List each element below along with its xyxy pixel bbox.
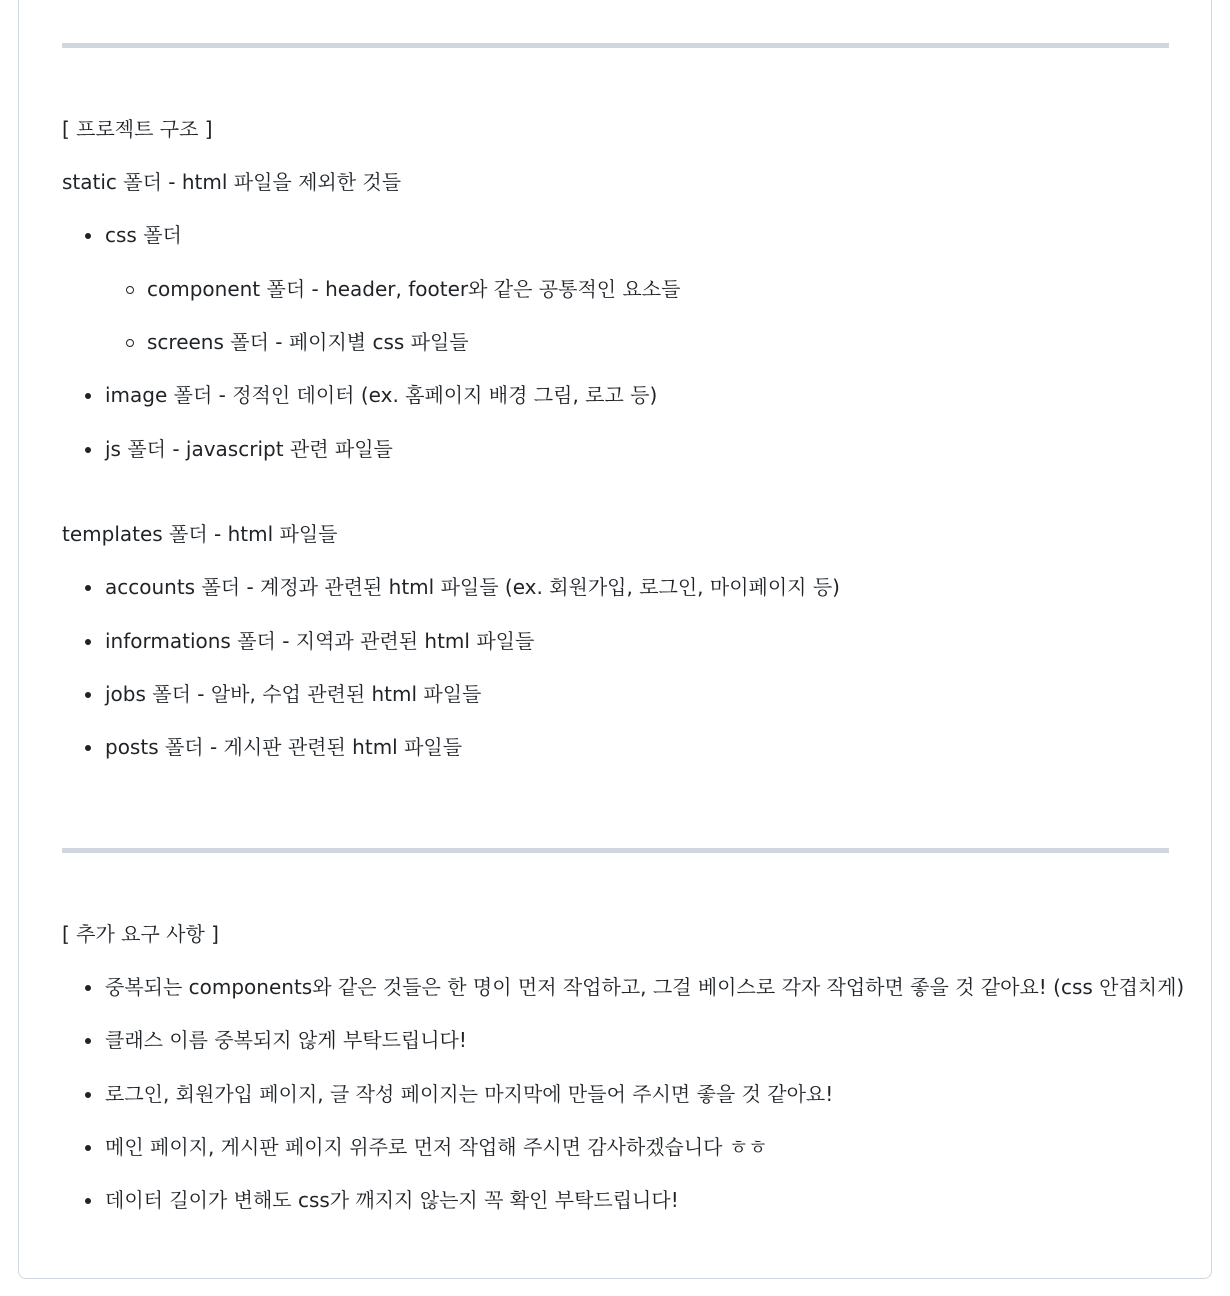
list-item [105,573,840,601]
list-item-label: component 폴더 - header, footer와 같은 공통적인 요소들 [147,277,681,301]
list-item [105,1026,467,1054]
bullet-disc [85,1038,91,1044]
list-item-label: js 폴더 - javascript 관련 파일들 [105,437,393,461]
bullet-disc [85,233,91,239]
list-item [105,680,481,708]
list-item [105,1080,833,1108]
project-structure-heading: [ 프로젝트 구조 ] [62,117,213,141]
list-item [105,1133,768,1161]
list-item [105,1186,679,1214]
list-item-label: 메인 페이지, 게시판 페이지 위주로 먼저 작업해 주시면 감사하겠습니다 ㅎㅎ [105,1135,768,1159]
static-folder-title: static 폴더 - html 파일을 제외한 것들 [62,170,402,194]
bullet-disc [85,447,91,453]
bullet-disc [85,1198,91,1204]
list-item [105,381,657,409]
list-item-label: css 폴더 [105,223,182,247]
bullet-disc [85,745,91,751]
list-item-label: image 폴더 - 정적인 데이터 (ex. 홈페이지 배경 그림, 로고 등) [105,383,658,407]
list-item [105,733,462,761]
list-item-label: accounts 폴더 - 계정과 관련된 html 파일들 (ex. 회원가입, 로그인, 마이페이지 등) [105,575,840,599]
bullet-circle [126,286,134,294]
list-item-label: screens 폴더 - 페이지별 css 파일들 [147,330,469,354]
bullet-disc [85,639,91,645]
list-item-label: 데이터 길이가 변해도 css가 깨지지 않는지 꼭 확인 부탁드립니다! [105,1188,679,1212]
list-item-label: 중복되는 components와 같은 것들은 한 명이 먼저 작업하고, 그걸 베이스로 각자 작업하면 좋을 것 같아요! (css 안겹치게) [105,975,1185,999]
list-item-label: jobs 폴더 - 알바, 수업 관련된 html 파일들 [105,682,482,706]
list-item [105,435,393,463]
list-item-label: informations 폴더 - 지역과 관련된 html 파일들 [105,629,535,653]
bullet-disc [85,585,91,591]
list-item [105,627,534,655]
bullet-disc [85,1092,91,1098]
list-item-label: 클래스 이름 중복되지 않게 부탁드립니다! [105,1028,467,1052]
list-item [105,973,1184,1001]
list-item [147,328,469,356]
list-item-label: posts 폴더 - 게시판 관련된 html 파일들 [105,735,463,759]
bullet-disc [85,393,91,399]
list-item [147,275,680,303]
bullet-circle [126,339,134,347]
bullet-disc [85,1145,91,1151]
additional-requirements-heading: [ 추가 요구 사항 ] [62,922,219,946]
bullet-disc [85,692,91,698]
bullet-disc [85,985,91,991]
divider-top [62,43,1169,48]
list-item-label: 로그인, 회원가입 페이지, 글 작성 페이지는 마지막에 만들어 주시면 좋을 것 같아요! [105,1082,834,1106]
templates-folder-title: templates 폴더 - html 파일들 [62,522,338,546]
list-item [105,221,182,249]
divider-middle [62,848,1169,853]
